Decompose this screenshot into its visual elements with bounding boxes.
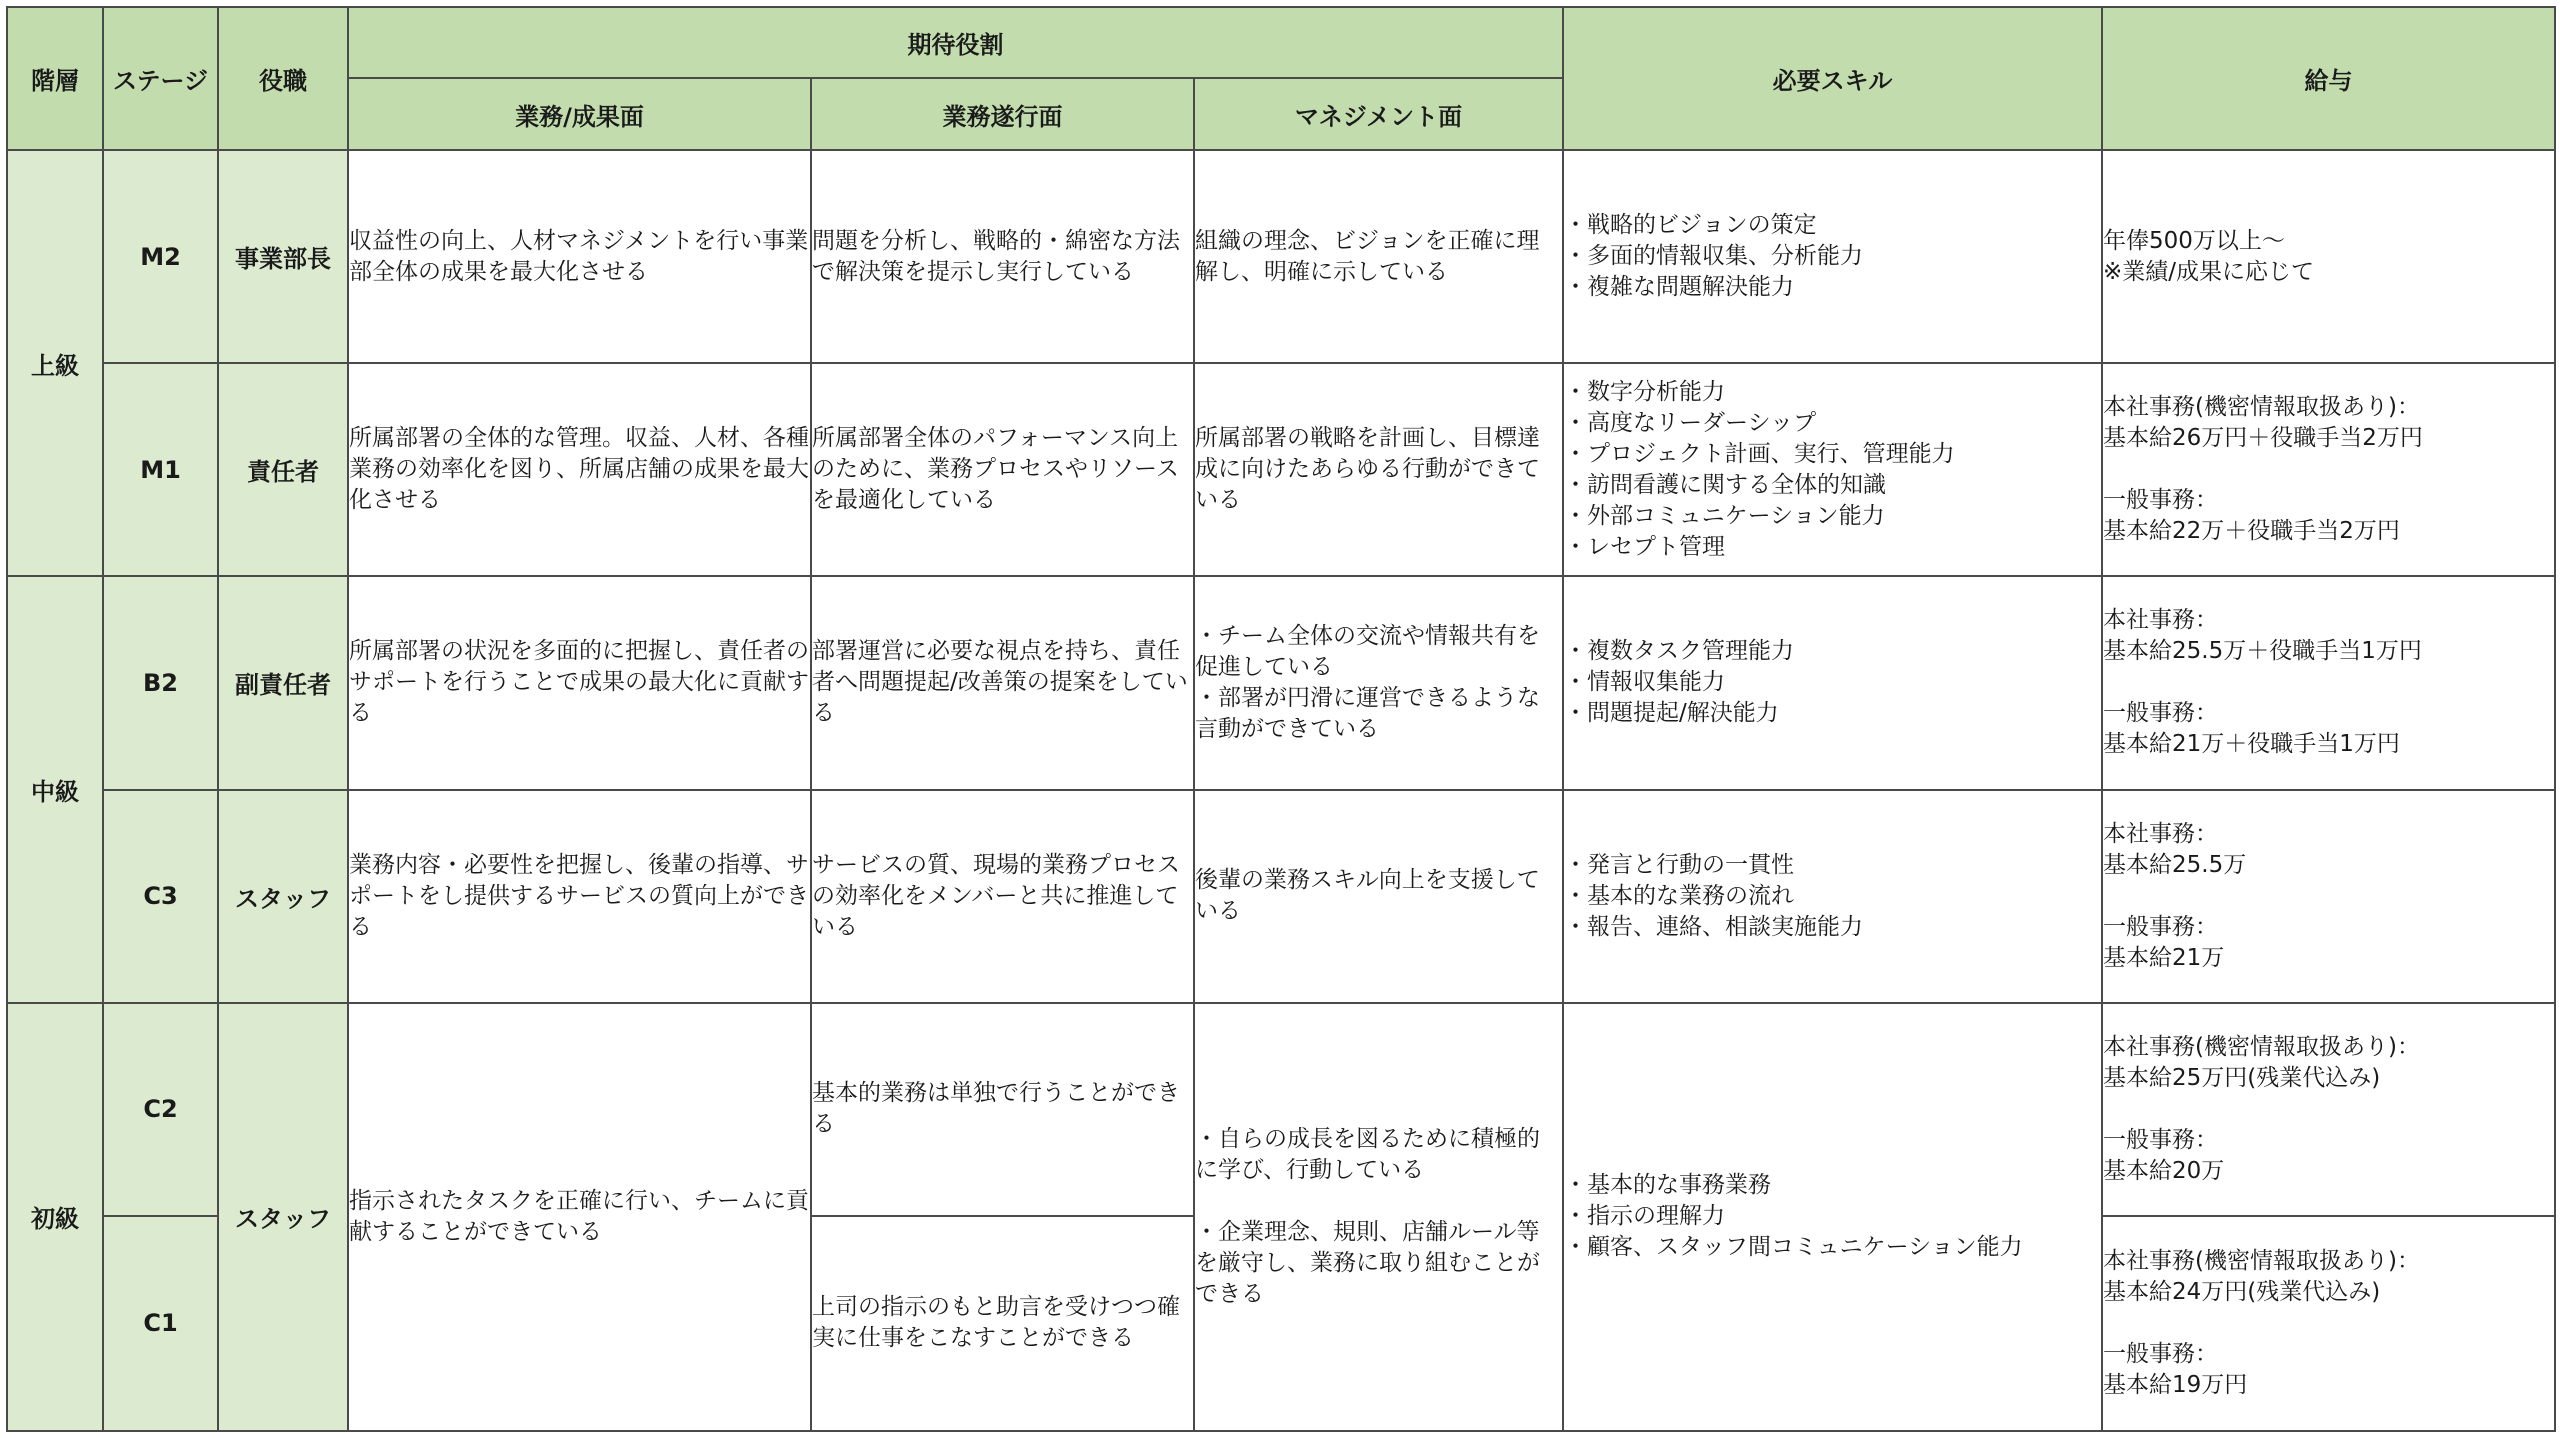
results-cell: 業務内容・必要性を把握し、後輩の指導、サポートをし提供するサービスの質向上ができる (348, 790, 811, 1003)
results-cell: 所属部署の状況を多面的に把握し、責任者のサポートを行うことで成果の最大化に貢献する (348, 576, 811, 789)
level-junior: 初級 (7, 1003, 103, 1431)
stage-cell: C2 (103, 1003, 218, 1216)
execution-cell: 部署運営に必要な視点を持ち、責任者へ問題提起/改善策の提案をしている (811, 576, 1194, 789)
salary-cell: 本社事務： 基本給25.5万＋役職手当1万円 一般事務： 基本給21万＋役職手当1万円 (2102, 576, 2555, 789)
stage-cell: M1 (103, 363, 218, 576)
management-cell: 後輩の業務スキル向上を支援している (1194, 790, 1563, 1003)
header-expected-role: 期待役割 (348, 7, 1563, 78)
table-row (7, 363, 2555, 576)
position-cell: スタッフ (218, 790, 348, 1003)
table-row (7, 150, 2555, 363)
stage-cell: C1 (103, 1216, 218, 1431)
header-management: マネジメント面 (1194, 78, 1563, 150)
management-cell: ・チーム全体の交流や情報共有を促進している ・部署が円滑に運営できるような言動ができている (1194, 576, 1563, 789)
stage-cell: B2 (103, 576, 218, 789)
salary-cell: 本社事務(機密情報取扱あり)： 基本給24万円(残業代込み) 一般事務： 基本給19万円 (2102, 1216, 2555, 1431)
position-cell: 事業部長 (218, 150, 348, 363)
salary-cell: 本社事務(機密情報取扱あり)： 基本給26万円＋役職手当2万円 一般事務： 基本給22万＋役職手当2万円 (2102, 363, 2555, 576)
execution-cell: サービスの質、現場的業務プロセスの効率化をメンバーと共に推進している (811, 790, 1194, 1003)
salary-cell: 年俸500万以上〜 ※業績/成果に応じて (2102, 150, 2555, 363)
header-execution: 業務遂行面 (811, 78, 1194, 150)
results-cell: 指示されたタスクを正確に行い、チームに貢献することができている (348, 1003, 811, 1431)
position-cell: 責任者 (218, 363, 348, 576)
stage-cell: M2 (103, 150, 218, 363)
salary-cell: 本社事務(機密情報取扱あり)： 基本給25万円(残業代込み) 一般事務： 基本給20万 (2102, 1003, 2555, 1216)
management-cell: 組織の理念、ビジョンを正確に理解し、明確に示している (1194, 150, 1563, 363)
skills-cell: ・基本的な事務業務 ・指示の理解力 ・顧客、スタッフ間コミュニケーション能力 (1563, 1003, 2102, 1431)
execution-cell: 問題を分析し、戦略的・綿密な方法で解決策を提示し実行している (811, 150, 1194, 363)
execution-cell: 基本的業務は単独で行うことができる (811, 1003, 1194, 1216)
header-skills: 必要スキル (1563, 7, 2102, 150)
table-row (7, 576, 2555, 789)
header-salary: 給与 (2102, 7, 2555, 150)
execution-cell: 上司の指示のもと助言を受けつつ確実に仕事をこなすことができる (811, 1216, 1194, 1431)
execution-cell: 所属部署全体のパフォーマンス向上のために、業務プロセスやリソースを最適化している (811, 363, 1194, 576)
management-cell: ・自らの成長を図るために積極的に学び、行動している ・企業理念、規則、店舗ルール等を厳守し、業務に取り組むことができる (1194, 1003, 1563, 1431)
table-row (7, 790, 2555, 1003)
skills-cell: ・数字分析能力 ・高度なリーダーシップ ・プロジェクト計画、実行、管理能力 ・訪問看護に関する全体的知識 ・外部コミュニケーション能力 ・レセプト管理 (1563, 363, 2102, 576)
management-cell: 所属部署の戦略を計画し、目標達成に向けたあらゆる行動ができている (1194, 363, 1563, 576)
header-stage: ステージ (103, 7, 218, 150)
salary-cell: 本社事務： 基本給25.5万 一般事務： 基本給21万 (2102, 790, 2555, 1003)
results-cell: 所属部署の全体的な管理。収益、人材、各種業務の効率化を図り、所属店舗の成果を最大化させる (348, 363, 811, 576)
stage-cell: C3 (103, 790, 218, 1003)
header-level: 階層 (7, 7, 103, 150)
position-cell: 副責任者 (218, 576, 348, 789)
level-middle: 中級 (7, 576, 103, 1002)
header-results: 業務/成果面 (348, 78, 811, 150)
results-cell: 収益性の向上、人材マネジメントを行い事業部全体の成果を最大化させる (348, 150, 811, 363)
table-row (7, 1003, 2555, 1216)
grade-table (6, 6, 2556, 1432)
header-position: 役職 (218, 7, 348, 150)
skills-cell: ・複数タスク管理能力 ・情報収集能力 ・問題提起/解決能力 (1563, 576, 2102, 789)
position-cell: スタッフ (218, 1003, 348, 1431)
level-senior: 上級 (7, 150, 103, 576)
skills-cell: ・発言と行動の一貫性 ・基本的な業務の流れ ・報告、連絡、相談実施能力 (1563, 790, 2102, 1003)
skills-cell: ・戦略的ビジョンの策定 ・多面的情報収集、分析能力 ・複雑な問題解決能力 (1563, 150, 2102, 363)
